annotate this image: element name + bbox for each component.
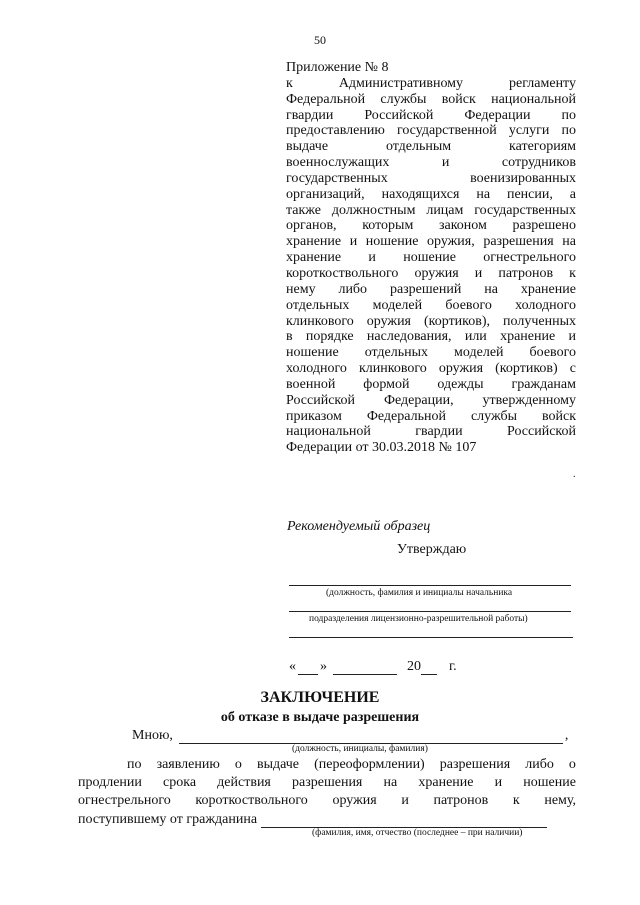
body-word: и bbox=[494, 775, 503, 790]
appendix-word: национальной bbox=[286, 424, 371, 440]
appendix-word: ношение bbox=[365, 234, 419, 250]
appendix-word: к bbox=[286, 75, 293, 91]
appendix-line bbox=[286, 409, 576, 425]
appendix-word: и bbox=[368, 250, 376, 266]
body-line-1 bbox=[127, 757, 576, 773]
appendix-word: патронов bbox=[498, 265, 554, 281]
appendix-word: Федеральной bbox=[366, 408, 446, 424]
appendix-word: органов, bbox=[286, 218, 337, 234]
appendix-word: хранение bbox=[520, 281, 576, 297]
appendix-word: Административному bbox=[338, 75, 464, 91]
appendix-word: хранение bbox=[286, 250, 342, 266]
appendix-line bbox=[286, 171, 576, 187]
applicant-blank[interactable] bbox=[261, 815, 547, 828]
appendix-word: оружия bbox=[366, 313, 412, 329]
appendix-word: разрешения bbox=[483, 234, 554, 250]
appendix-word: Федерации bbox=[464, 107, 531, 123]
appendix-word: государственной bbox=[396, 123, 497, 139]
appendix-line bbox=[286, 298, 576, 314]
official-caption: (должность, инициалы, фамилия) bbox=[292, 744, 428, 754]
appendix-line bbox=[286, 234, 576, 250]
appendix-word: организаций, bbox=[286, 186, 365, 202]
appendix-line bbox=[286, 92, 576, 108]
appendix-word: военнослужащих bbox=[286, 155, 390, 171]
body-word: срока bbox=[163, 775, 197, 790]
applicant-caption: (фамилия, имя, отчество (последнее – при наличии) bbox=[312, 828, 523, 838]
appendix-word: разрешений bbox=[389, 281, 462, 297]
appendix-word: предоставлению bbox=[286, 123, 385, 139]
appendix-word: национальной bbox=[491, 91, 576, 107]
appendix-line bbox=[286, 187, 576, 203]
appendix-word: оружия bbox=[438, 361, 484, 377]
appendix-line bbox=[286, 218, 576, 234]
signature-line-2 bbox=[289, 611, 571, 612]
body-word: короткоствольного bbox=[195, 793, 308, 808]
appendix-word: (кортиков), bbox=[424, 313, 491, 329]
appendix-word: и bbox=[349, 234, 358, 250]
body-word: на bbox=[383, 775, 398, 790]
appendix-word: ношение bbox=[286, 345, 339, 361]
appendix-word: (кортиков) bbox=[495, 361, 558, 377]
appendix-word: формой bbox=[363, 376, 410, 392]
date-open-quote: « bbox=[289, 659, 296, 674]
official-comma: , bbox=[564, 728, 569, 743]
appendix-word: пенсии, bbox=[506, 186, 553, 202]
body-word: выдаче bbox=[256, 757, 300, 772]
appendix-word: услуги bbox=[508, 123, 550, 139]
body-word: действия bbox=[217, 775, 271, 790]
appendix-word: лицам bbox=[426, 202, 464, 218]
body-word: о bbox=[568, 757, 576, 772]
year-blank[interactable] bbox=[421, 662, 437, 675]
appendix-line bbox=[286, 345, 576, 361]
appendix-word: и bbox=[568, 329, 576, 345]
body-word: огнестрельного bbox=[78, 793, 171, 808]
year-prefix: 20 bbox=[407, 659, 421, 674]
appendix-word: Федерации, bbox=[383, 392, 454, 408]
signature-line-1 bbox=[289, 585, 571, 586]
appendix-word: категориям bbox=[509, 139, 576, 155]
appendix-word: холодного bbox=[286, 361, 347, 377]
department-caption: подразделения лицензионно-разрешительной работы) bbox=[309, 614, 528, 624]
document-title: ЗАКЛЮЧЕНИЕ bbox=[260, 689, 380, 706]
appendix-word: и bbox=[474, 265, 483, 281]
body-word: к bbox=[512, 793, 520, 808]
official-row bbox=[132, 728, 568, 744]
appendix-word: сотрудников bbox=[501, 155, 576, 171]
appendix-word: также bbox=[286, 202, 322, 218]
appendix-word: приказом bbox=[286, 408, 342, 424]
appendix-word: с bbox=[569, 361, 576, 377]
appendix-word: законом bbox=[438, 218, 487, 234]
appendix-word: короткоствольного bbox=[286, 265, 399, 281]
appendix-word: боевого bbox=[445, 297, 492, 313]
appendix-word: государственных bbox=[286, 170, 388, 186]
body-word: (переоформлении) bbox=[314, 757, 425, 772]
body-word: нему, bbox=[544, 793, 576, 808]
appendix-word: по bbox=[561, 107, 576, 123]
appendix-word: войск bbox=[541, 408, 576, 424]
appendix-word: клинкового bbox=[358, 361, 427, 377]
appendix-word: на bbox=[476, 186, 491, 202]
document-subtitle: об отказе в выдаче разрешения bbox=[220, 710, 420, 725]
body-word: продлении bbox=[78, 775, 142, 790]
appendix-line bbox=[286, 76, 576, 92]
appendix-word: которым bbox=[362, 218, 414, 234]
appendix-line bbox=[286, 282, 576, 298]
applicant-label: поступившему от гражданина bbox=[78, 812, 258, 827]
day-blank[interactable] bbox=[298, 662, 318, 675]
appendix-word: войск bbox=[441, 91, 476, 107]
body-word: разрешения bbox=[292, 775, 363, 790]
appendix-word: службы bbox=[380, 91, 427, 107]
body-line-3 bbox=[78, 793, 576, 809]
body-word: разрешения bbox=[439, 757, 511, 772]
body-word: либо bbox=[525, 757, 554, 772]
body-word: хранение bbox=[418, 775, 474, 790]
appendix-word: ношение bbox=[403, 250, 456, 266]
body-word: по bbox=[127, 757, 142, 772]
appendix-word: моделей bbox=[372, 297, 423, 313]
year-suffix: г. bbox=[449, 659, 457, 674]
body-line-2 bbox=[78, 775, 576, 791]
body-word: патронов bbox=[433, 793, 489, 808]
appendix-word: хранение bbox=[286, 234, 342, 250]
appendix-word: одежды bbox=[437, 376, 484, 392]
appendix-word: оружия bbox=[414, 265, 459, 281]
appendix-word: отдельным bbox=[385, 139, 452, 155]
appendix-line bbox=[286, 361, 576, 377]
appendix-word: гвардии bbox=[415, 424, 463, 440]
appendix-line bbox=[286, 377, 576, 393]
approve-label: Утверждаю bbox=[397, 542, 467, 557]
body-word: о bbox=[234, 757, 242, 772]
page-number: 50 bbox=[314, 33, 326, 47]
official-blank[interactable] bbox=[179, 731, 563, 744]
body-line-4 bbox=[78, 812, 576, 828]
appendix-word: и bbox=[441, 155, 450, 171]
appendix-word: на bbox=[562, 234, 576, 250]
appendix-word: отдельных bbox=[286, 297, 350, 313]
month-blank[interactable] bbox=[333, 662, 397, 675]
appendix-word: к bbox=[569, 265, 576, 281]
appendix-word: должностным bbox=[331, 202, 416, 218]
appendix-line bbox=[286, 123, 576, 139]
appendix-word: или bbox=[464, 329, 487, 345]
appendix-word: службы bbox=[470, 408, 517, 424]
appendix-word: Российской bbox=[286, 392, 355, 408]
stray-mark: . bbox=[573, 469, 576, 480]
appendix-word: гвардии bbox=[286, 107, 334, 123]
appendix-word: хранение bbox=[500, 329, 556, 345]
appendix-word: холодного bbox=[515, 297, 576, 313]
appendix-word: полученных bbox=[503, 313, 576, 329]
appendix-line bbox=[286, 314, 576, 330]
appendix-word: в bbox=[286, 329, 293, 345]
appendix-word: утвержденному bbox=[482, 392, 576, 408]
appendix-word: отдельных bbox=[364, 345, 429, 361]
appendix-word: Федеральной bbox=[286, 91, 366, 107]
appendix-word: Российской bbox=[507, 424, 576, 440]
appendix-word: разрешено bbox=[512, 218, 576, 234]
appendix-line bbox=[286, 139, 576, 155]
appendix-word: клинкового bbox=[286, 313, 354, 329]
appendix-line bbox=[286, 250, 576, 266]
appendix-word: нему bbox=[286, 281, 316, 297]
appendix-word: находящихся bbox=[381, 186, 460, 202]
appendix-word: наследования, bbox=[366, 329, 452, 345]
appendix-word: военной bbox=[286, 376, 336, 392]
appendix-line bbox=[286, 329, 576, 345]
body-word: ношение bbox=[523, 775, 576, 790]
appendix-line bbox=[286, 108, 576, 124]
body-word: оружия bbox=[332, 793, 377, 808]
signature-line-3 bbox=[289, 637, 573, 638]
appendix-line bbox=[286, 266, 576, 282]
date-row bbox=[289, 659, 457, 675]
appendix-header bbox=[286, 60, 576, 456]
recommended-sample-label: Рекомендуемый образец bbox=[287, 519, 431, 534]
appendix-line bbox=[286, 393, 576, 409]
appendix-word: либо bbox=[338, 281, 368, 297]
appendix-line bbox=[286, 424, 576, 440]
appendix-word: оружия, bbox=[427, 234, 475, 250]
appendix-word: а bbox=[569, 186, 576, 202]
position-caption: (должность, фамилия и инициалы начальника bbox=[326, 588, 513, 598]
appendix-word: гражданам bbox=[511, 376, 576, 392]
appendix-word: регламенту bbox=[509, 75, 576, 91]
appendix-line bbox=[286, 155, 576, 171]
appendix-word: Российской bbox=[364, 107, 434, 123]
appendix-word: на bbox=[484, 281, 498, 297]
appendix-line: Федерации от 30.03.2018 № 107 bbox=[286, 440, 477, 456]
appendix-line: Приложение № 8 bbox=[286, 60, 389, 75]
appendix-word: военизированных bbox=[470, 170, 576, 186]
appendix-word: боевого bbox=[529, 345, 576, 361]
appendix-line bbox=[286, 203, 576, 219]
appendix-word: государственных bbox=[474, 202, 576, 218]
date-close-quote: » bbox=[320, 659, 327, 674]
appendix-word: по bbox=[561, 123, 576, 139]
appendix-word: огнестрельного bbox=[483, 250, 576, 266]
mnoyu-label: Мною, bbox=[132, 728, 173, 743]
appendix-word: моделей bbox=[454, 345, 504, 361]
appendix-word: выдаче bbox=[286, 139, 329, 155]
body-word: заявлению bbox=[156, 757, 220, 772]
appendix-word: порядке bbox=[305, 329, 354, 345]
body-word: и bbox=[401, 793, 409, 808]
